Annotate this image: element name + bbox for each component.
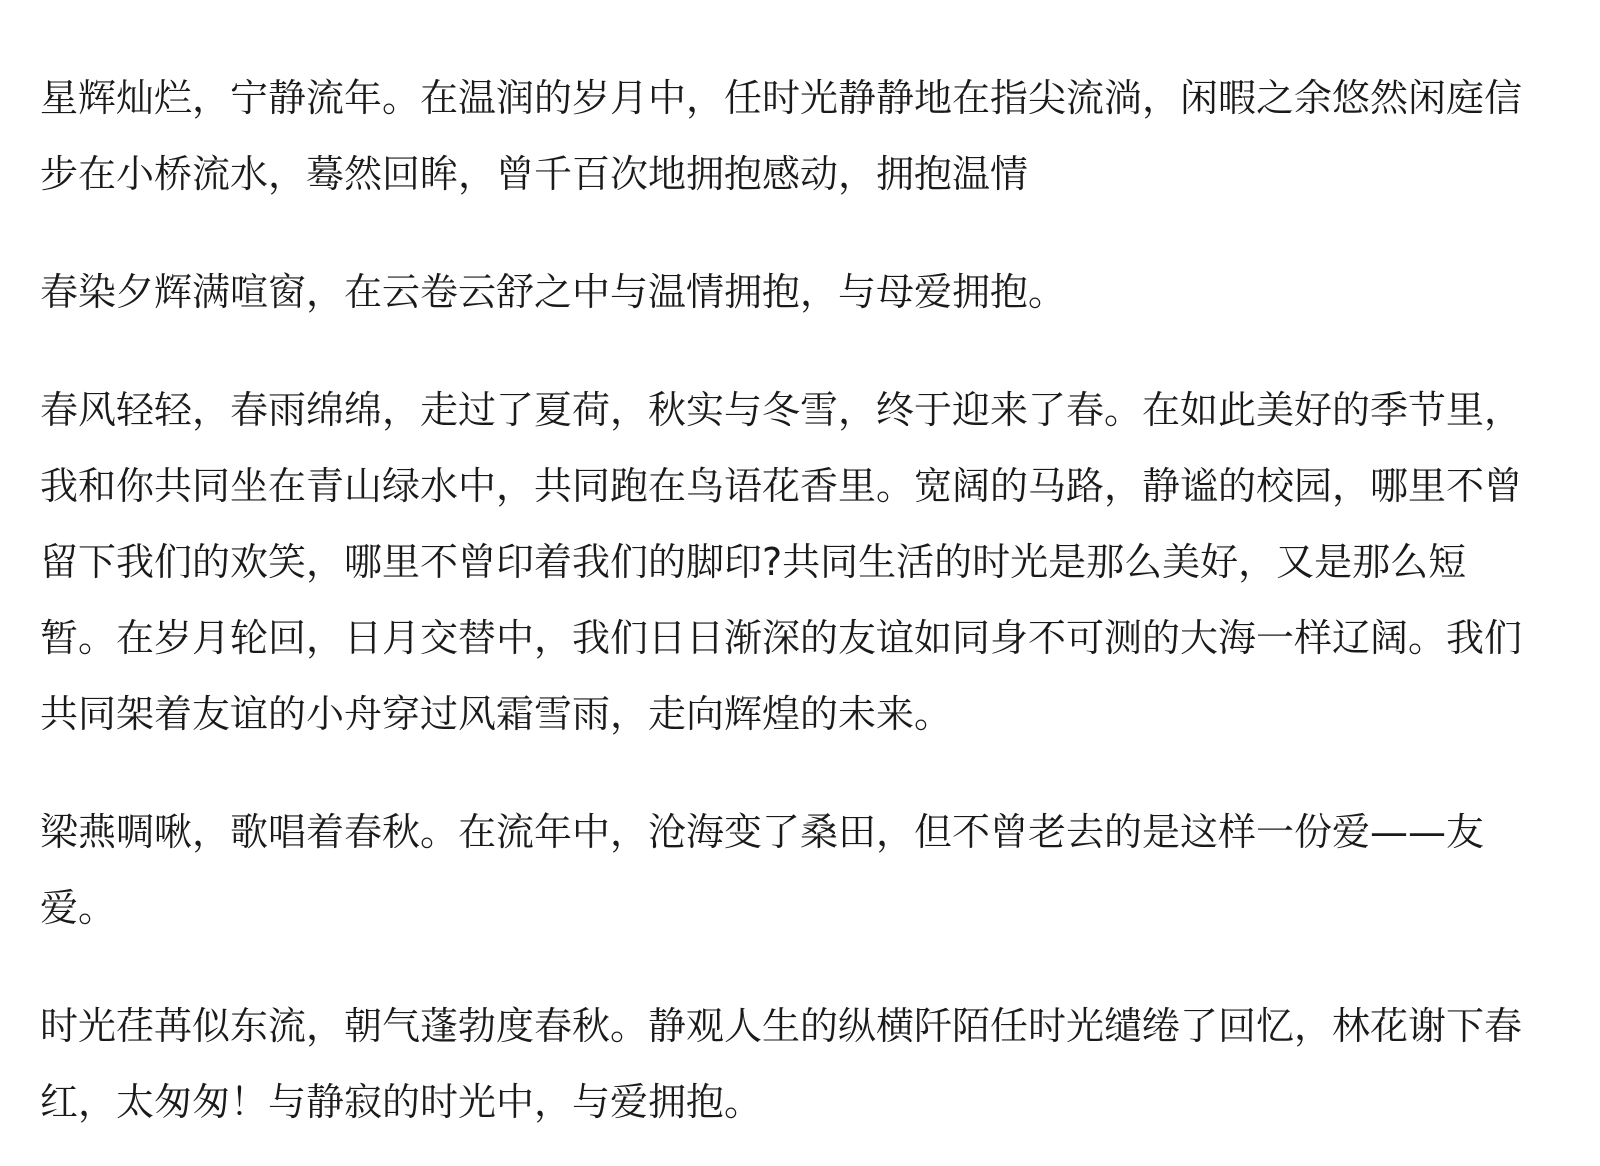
article-body: [40, 60, 1540, 1140]
paragraph-4: 梁燕啁啾，歌唱着春秋。在流年中，沧海变了桑田，但不曾老去的是这样一份爱——友爱。: [40, 810, 1485, 930]
paragraph-1: 星辉灿烂，宁静流年。在温润的岁月中，任时光静静地在指尖流淌，闲暇之余悠然闲庭信步在小桥流水，蓦然回眸，曾千百次地拥抱感动，拥抱温情: [40, 76, 1523, 196]
paragraph-5: 时光荏苒似东流，朝气蓬勃度春秋。静观人生的纵横阡陌任时光缱绻了回忆，林花谢下春红，太匆匆！与静寂的时光中，与爱拥抱。: [40, 1004, 1523, 1124]
paragraph-2: 春染夕辉满喧窗，在云卷云舒之中与温情拥抱，与母爱拥抱。: [40, 270, 1067, 314]
paragraph-3: 春风轻轻，春雨绵绵，走过了夏荷，秋实与冬雪，终于迎来了春。在如此美好的季节里，我和你共同坐在青山绿水中，共同跑在鸟语花香里。宽阔的马路，静谧的校园，哪里不曾留下我们的欢笑，哪里不曾印着我们的脚印?共同生活的时光是那么美好，又是那么短暂。在岁月轮回，日月交替中，我们日日渐深的友谊如同身不可测的大海一样辽阔。我们共同架着友谊的小舟穿过风霜雪雨，走向辉煌的未来。: [40, 388, 1523, 736]
